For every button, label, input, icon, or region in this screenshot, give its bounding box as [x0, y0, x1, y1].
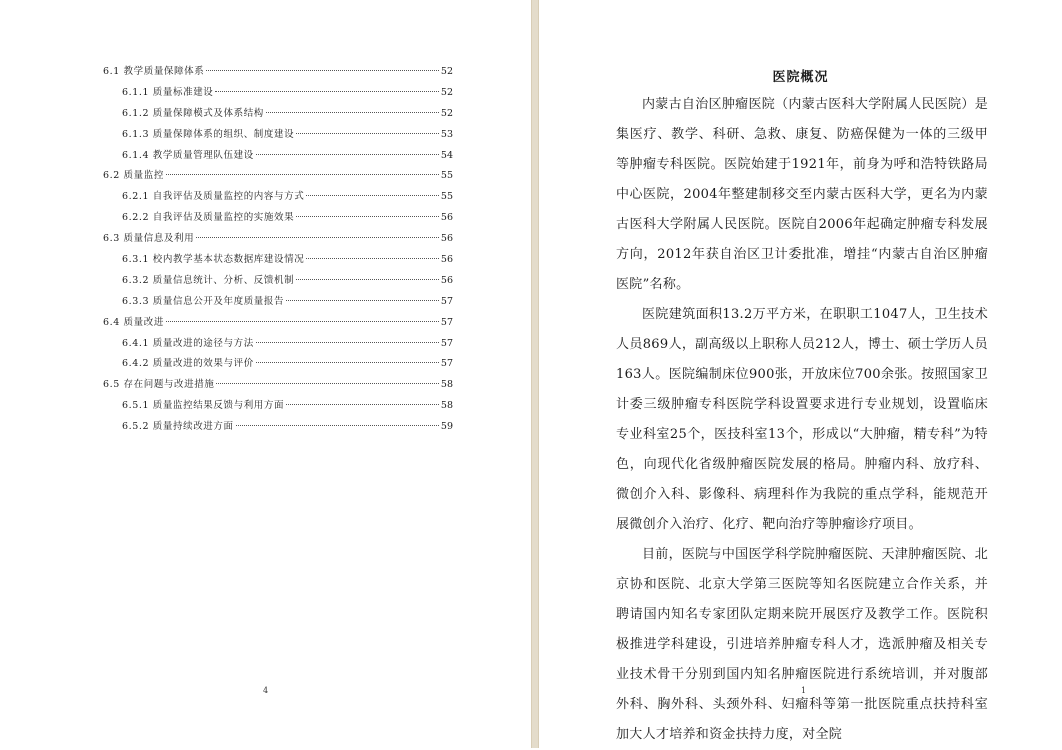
toc-leader-dots — [286, 300, 439, 301]
page-title: 医院概况 — [772, 70, 829, 85]
toc-leader-dots — [256, 362, 439, 363]
toc-entry-page: 57 — [440, 316, 453, 328]
toc-entry-title: 6.5.2 质量持续改进方面 — [122, 421, 234, 433]
toc-leader-dots — [306, 258, 439, 259]
toc-entry[interactable] — [103, 104, 453, 125]
toc-entry-title: 6.1 教学质量保障体系 — [103, 66, 205, 77]
toc-entry[interactable] — [103, 125, 453, 146]
toc-leader-dots — [296, 133, 439, 134]
toc-leader-dots — [296, 216, 439, 217]
toc-entry[interactable] — [103, 313, 453, 334]
toc-entry[interactable] — [103, 83, 453, 104]
toc-leader-dots — [266, 112, 439, 113]
toc-entry-title: 6.1.3 质量保障体系的组织、制度建设 — [122, 128, 295, 140]
toc-leader-dots — [236, 425, 439, 426]
toc-entry-title: 6.3.1 校内教学基本状态数据库建设情况 — [122, 254, 305, 266]
toc-leader-dots — [256, 342, 439, 343]
toc-entry-title: 6.4 质量改进 — [103, 316, 164, 328]
toc-leader-dots — [216, 383, 438, 384]
toc-entry[interactable] — [103, 187, 453, 208]
toc-entry-page: 57 — [440, 358, 453, 370]
toc-leader-dots — [166, 321, 439, 322]
toc-entry-page: 58 — [440, 379, 453, 391]
toc-leader-dots — [306, 195, 439, 196]
toc-entry[interactable] — [103, 229, 453, 250]
toc-entry[interactable] — [103, 208, 453, 229]
toc-entry-page: 55 — [440, 191, 453, 203]
toc-leader-dots — [215, 91, 439, 92]
right-page — [539, 0, 1062, 748]
toc-leader-dots — [196, 237, 439, 238]
toc-entry[interactable] — [103, 146, 453, 167]
toc-entry-title: 6.3.2 质量信息统计、分析、反馈机制 — [122, 274, 295, 286]
toc-entry-page: 56 — [440, 233, 453, 245]
toc-entry[interactable] — [103, 354, 453, 375]
toc-leader-dots — [286, 404, 439, 405]
toc-leader-dots — [296, 279, 439, 280]
toc-entry-title: 6.4.2 质量改进的效果与评价 — [122, 358, 254, 370]
toc-entry-page: 52 — [440, 107, 453, 119]
paragraph: 目前，医院与中国医学科学院肿瘤医院、天津肿瘤医院、北京协和医院、北京大学第三医院等知名医院建立合作关系，并聘请国内知名专家团队定期来院开展医疗及教学工作。医院积极推进学科建设，引进培养肿瘤专科人才，选派肿瘤及相关专业技术骨干分别到国内知名肿瘤医院进行系统培训，并对腹部外科、胸外科、头颈外科、妇瘤科等第一批医院重点扶持科室加大人才培养和资金扶持力度，对全院 — [616, 547, 988, 742]
toc-entry-title: 6.2.1 自我评估及质量监控的内容与方式 — [122, 191, 305, 203]
table-of-contents — [103, 62, 453, 438]
toc-entry-page: 56 — [440, 254, 453, 266]
paragraph: 医院建筑面积13.2万平方米，在职职工1047人，卫生技术人员869人，副高级以上职称人员212人，博士、硕士学历人员163人。医院编制床位900张，开放床位700余张。按照国家卫计委三级肿瘤专科医院学科设置要求进行专业规划，设置临床专业科室25个，医技科室13个，形成以“大肿瘤，精专科”为特色，向现代化省级肿瘤医院发展的格局。肿瘤内科、放疗科、微创介入科、影像科、病理科作为我院的重点学科，能规范开展微创介入治疗、化疗、靶向治疗等肿瘤诊疗项目。 — [616, 307, 988, 532]
toc-entry-page: 56 — [440, 274, 453, 286]
toc-entry-page: 59 — [440, 421, 453, 433]
toc-entry-page: 56 — [440, 212, 453, 224]
toc-entry-title: 6.2.2 自我评估及质量监控的实施效果 — [122, 212, 295, 224]
toc-entry[interactable] — [103, 62, 453, 83]
page-number: 4 — [263, 686, 269, 695]
toc-entry-title: 6.4.1 质量改进的途径与方法 — [122, 337, 254, 349]
paragraph: 内蒙古自治区肿瘤医院（内蒙古医科大学附属人民医院）是集医疗、教学、科研、急救、康复、防癌保健为一体的三级甲等肿瘤专科医院。医院始建于1921年，前身为呼和浩特铁路局中心医院，2004年整建制移交至内蒙古医科大学，更名为内蒙古医科大学附属人民医院。医院自2006年起确定肿瘤专科发展方向，2012年获自治区卫计委批准，增挂“内蒙古自治区肿瘤医院”名称。 — [616, 97, 988, 292]
body-text — [616, 90, 988, 750]
toc-entry-page: 58 — [440, 400, 453, 412]
toc-entry-page: 54 — [440, 149, 453, 161]
left-page — [0, 0, 531, 748]
toc-entry[interactable] — [103, 375, 453, 396]
toc-entry-title: 6.3 质量信息及利用 — [103, 233, 195, 245]
toc-entry-title: 6.1.2 质量保障模式及体系结构 — [122, 107, 264, 119]
toc-entry-page: 57 — [440, 337, 453, 349]
toc-entry-page: 52 — [440, 66, 453, 77]
toc-entry-page: 53 — [440, 128, 453, 140]
toc-entry-page: 55 — [440, 170, 453, 182]
toc-entry[interactable] — [103, 166, 453, 187]
toc-entry-title: 6.1.4 教学质量管理队伍建设 — [122, 149, 254, 161]
toc-entry-page: 57 — [440, 295, 453, 307]
toc-leader-dots — [256, 154, 439, 155]
book-spine — [531, 0, 539, 748]
toc-entry[interactable] — [103, 417, 453, 438]
toc-leader-dots — [166, 174, 439, 175]
toc-entry[interactable] — [103, 271, 453, 292]
toc-entry-page: 52 — [440, 86, 453, 98]
toc-entry-title: 6.1.1 质量标准建设 — [122, 86, 214, 98]
page-number: 1 — [801, 686, 807, 695]
toc-entry[interactable] — [103, 334, 453, 355]
toc-leader-dots — [206, 70, 439, 71]
toc-entry[interactable] — [103, 250, 453, 271]
toc-entry-title: 6.2 质量监控 — [103, 170, 164, 182]
toc-entry-title: 6.5 存在问题与改进措施 — [103, 379, 215, 391]
toc-entry-title: 6.5.1 质量监控结果反馈与利用方面 — [122, 400, 285, 412]
toc-entry[interactable] — [103, 292, 453, 313]
toc-entry[interactable] — [103, 396, 453, 417]
toc-entry-title: 6.3.3 质量信息公开及年度质量报告 — [122, 295, 285, 307]
